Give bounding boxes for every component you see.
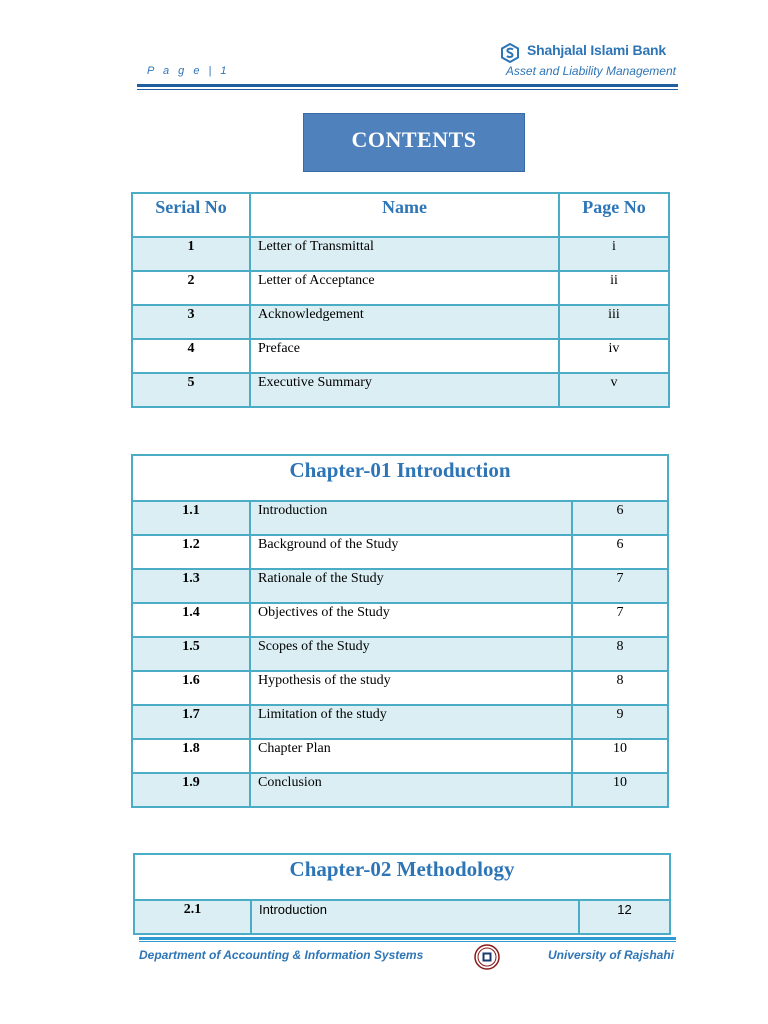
table-row xyxy=(132,739,668,773)
table-row xyxy=(132,535,668,569)
bank-name: Shahjalal Islami Bank xyxy=(527,42,666,58)
serial-cell: 1.2 xyxy=(132,535,250,569)
page-cell: 6 xyxy=(572,535,668,569)
serial-cell: 1.9 xyxy=(132,773,250,807)
serial-cell: 2.1 xyxy=(134,900,251,934)
chapter2-title: Chapter-02 Methodology xyxy=(134,854,670,900)
serial-cell: 1.5 xyxy=(132,637,250,671)
table-row xyxy=(132,637,668,671)
serial-cell: 1.3 xyxy=(132,569,250,603)
page-cell: 8 xyxy=(572,637,668,671)
chapter1-table xyxy=(131,454,669,808)
footer-rule xyxy=(139,937,676,940)
table-row xyxy=(132,569,668,603)
name-cell: Acknowledgement xyxy=(250,305,559,339)
name-cell: Preface xyxy=(250,339,559,373)
page-cell: 10 xyxy=(572,773,668,807)
page-cell: 7 xyxy=(572,569,668,603)
page-no-header: Page No xyxy=(559,193,669,237)
name-cell: Letter of Transmittal xyxy=(250,237,559,271)
name-cell: Conclusion xyxy=(250,773,572,807)
page-cell: 10 xyxy=(572,739,668,773)
name-cell: Scopes of the Study xyxy=(250,637,572,671)
page-cell: 12 xyxy=(579,900,670,934)
table-row xyxy=(132,339,669,373)
page-cell: 9 xyxy=(572,705,668,739)
name-cell: Chapter Plan xyxy=(250,739,572,773)
serial-cell: 5 xyxy=(132,373,250,407)
name-cell: Rationale of the Study xyxy=(250,569,572,603)
header-subtitle: Asset and Liability Management xyxy=(505,64,676,78)
contents-table xyxy=(131,192,670,408)
table-row xyxy=(134,900,670,934)
serial-cell: 1.1 xyxy=(132,501,250,535)
bank-logo-icon xyxy=(500,43,520,63)
name-cell: Background of the Study xyxy=(250,535,572,569)
table-row xyxy=(132,271,669,305)
footer-rule-thin xyxy=(139,941,676,942)
page-cell: ii xyxy=(559,271,669,305)
serial-no-header: Serial No xyxy=(132,193,250,237)
chapter2-title-row xyxy=(134,854,670,900)
chapter2-table xyxy=(133,853,671,935)
page-cell: iii xyxy=(559,305,669,339)
chapter1-title: Chapter-01 Introduction xyxy=(132,455,668,501)
contents-header-row xyxy=(132,193,669,237)
page-cell: v xyxy=(559,373,669,407)
name-cell: Objectives of the Study xyxy=(250,603,572,637)
table-row xyxy=(132,501,668,535)
page-number: P a g e | 1 xyxy=(147,65,230,77)
page-cell: 7 xyxy=(572,603,668,637)
serial-cell: 1.6 xyxy=(132,671,250,705)
serial-cell: 1 xyxy=(132,237,250,271)
page-cell: 8 xyxy=(572,671,668,705)
contents-banner: CONTENTS xyxy=(303,113,525,172)
serial-cell: 1.7 xyxy=(132,705,250,739)
table-row xyxy=(132,373,669,407)
university-seal-icon xyxy=(474,944,500,970)
chapter1-title-row xyxy=(132,455,668,501)
serial-cell: 4 xyxy=(132,339,250,373)
name-header: Name xyxy=(250,193,559,237)
table-row xyxy=(132,237,669,271)
table-row xyxy=(132,671,668,705)
footer-department: Department of Accounting & Information Systems xyxy=(139,948,424,962)
name-cell: Limitation of the study xyxy=(250,705,572,739)
table-row xyxy=(132,603,668,637)
table-row xyxy=(132,305,669,339)
page-cell: i xyxy=(559,237,669,271)
header-rule-thin xyxy=(137,89,678,90)
name-cell: Hypothesis of the study xyxy=(250,671,572,705)
serial-cell: 2 xyxy=(132,271,250,305)
name-cell: Introduction xyxy=(251,900,579,934)
serial-cell: 1.8 xyxy=(132,739,250,773)
page-cell: iv xyxy=(559,339,669,373)
table-row xyxy=(132,773,668,807)
table-row xyxy=(132,705,668,739)
footer-university: University of Rajshahi xyxy=(547,948,674,962)
header-rule xyxy=(137,84,678,87)
serial-cell: 1.4 xyxy=(132,603,250,637)
name-cell: Introduction xyxy=(250,501,572,535)
serial-cell: 3 xyxy=(132,305,250,339)
name-cell: Letter of Acceptance xyxy=(250,271,559,305)
page-cell: 6 xyxy=(572,501,668,535)
name-cell: Executive Summary xyxy=(250,373,559,407)
